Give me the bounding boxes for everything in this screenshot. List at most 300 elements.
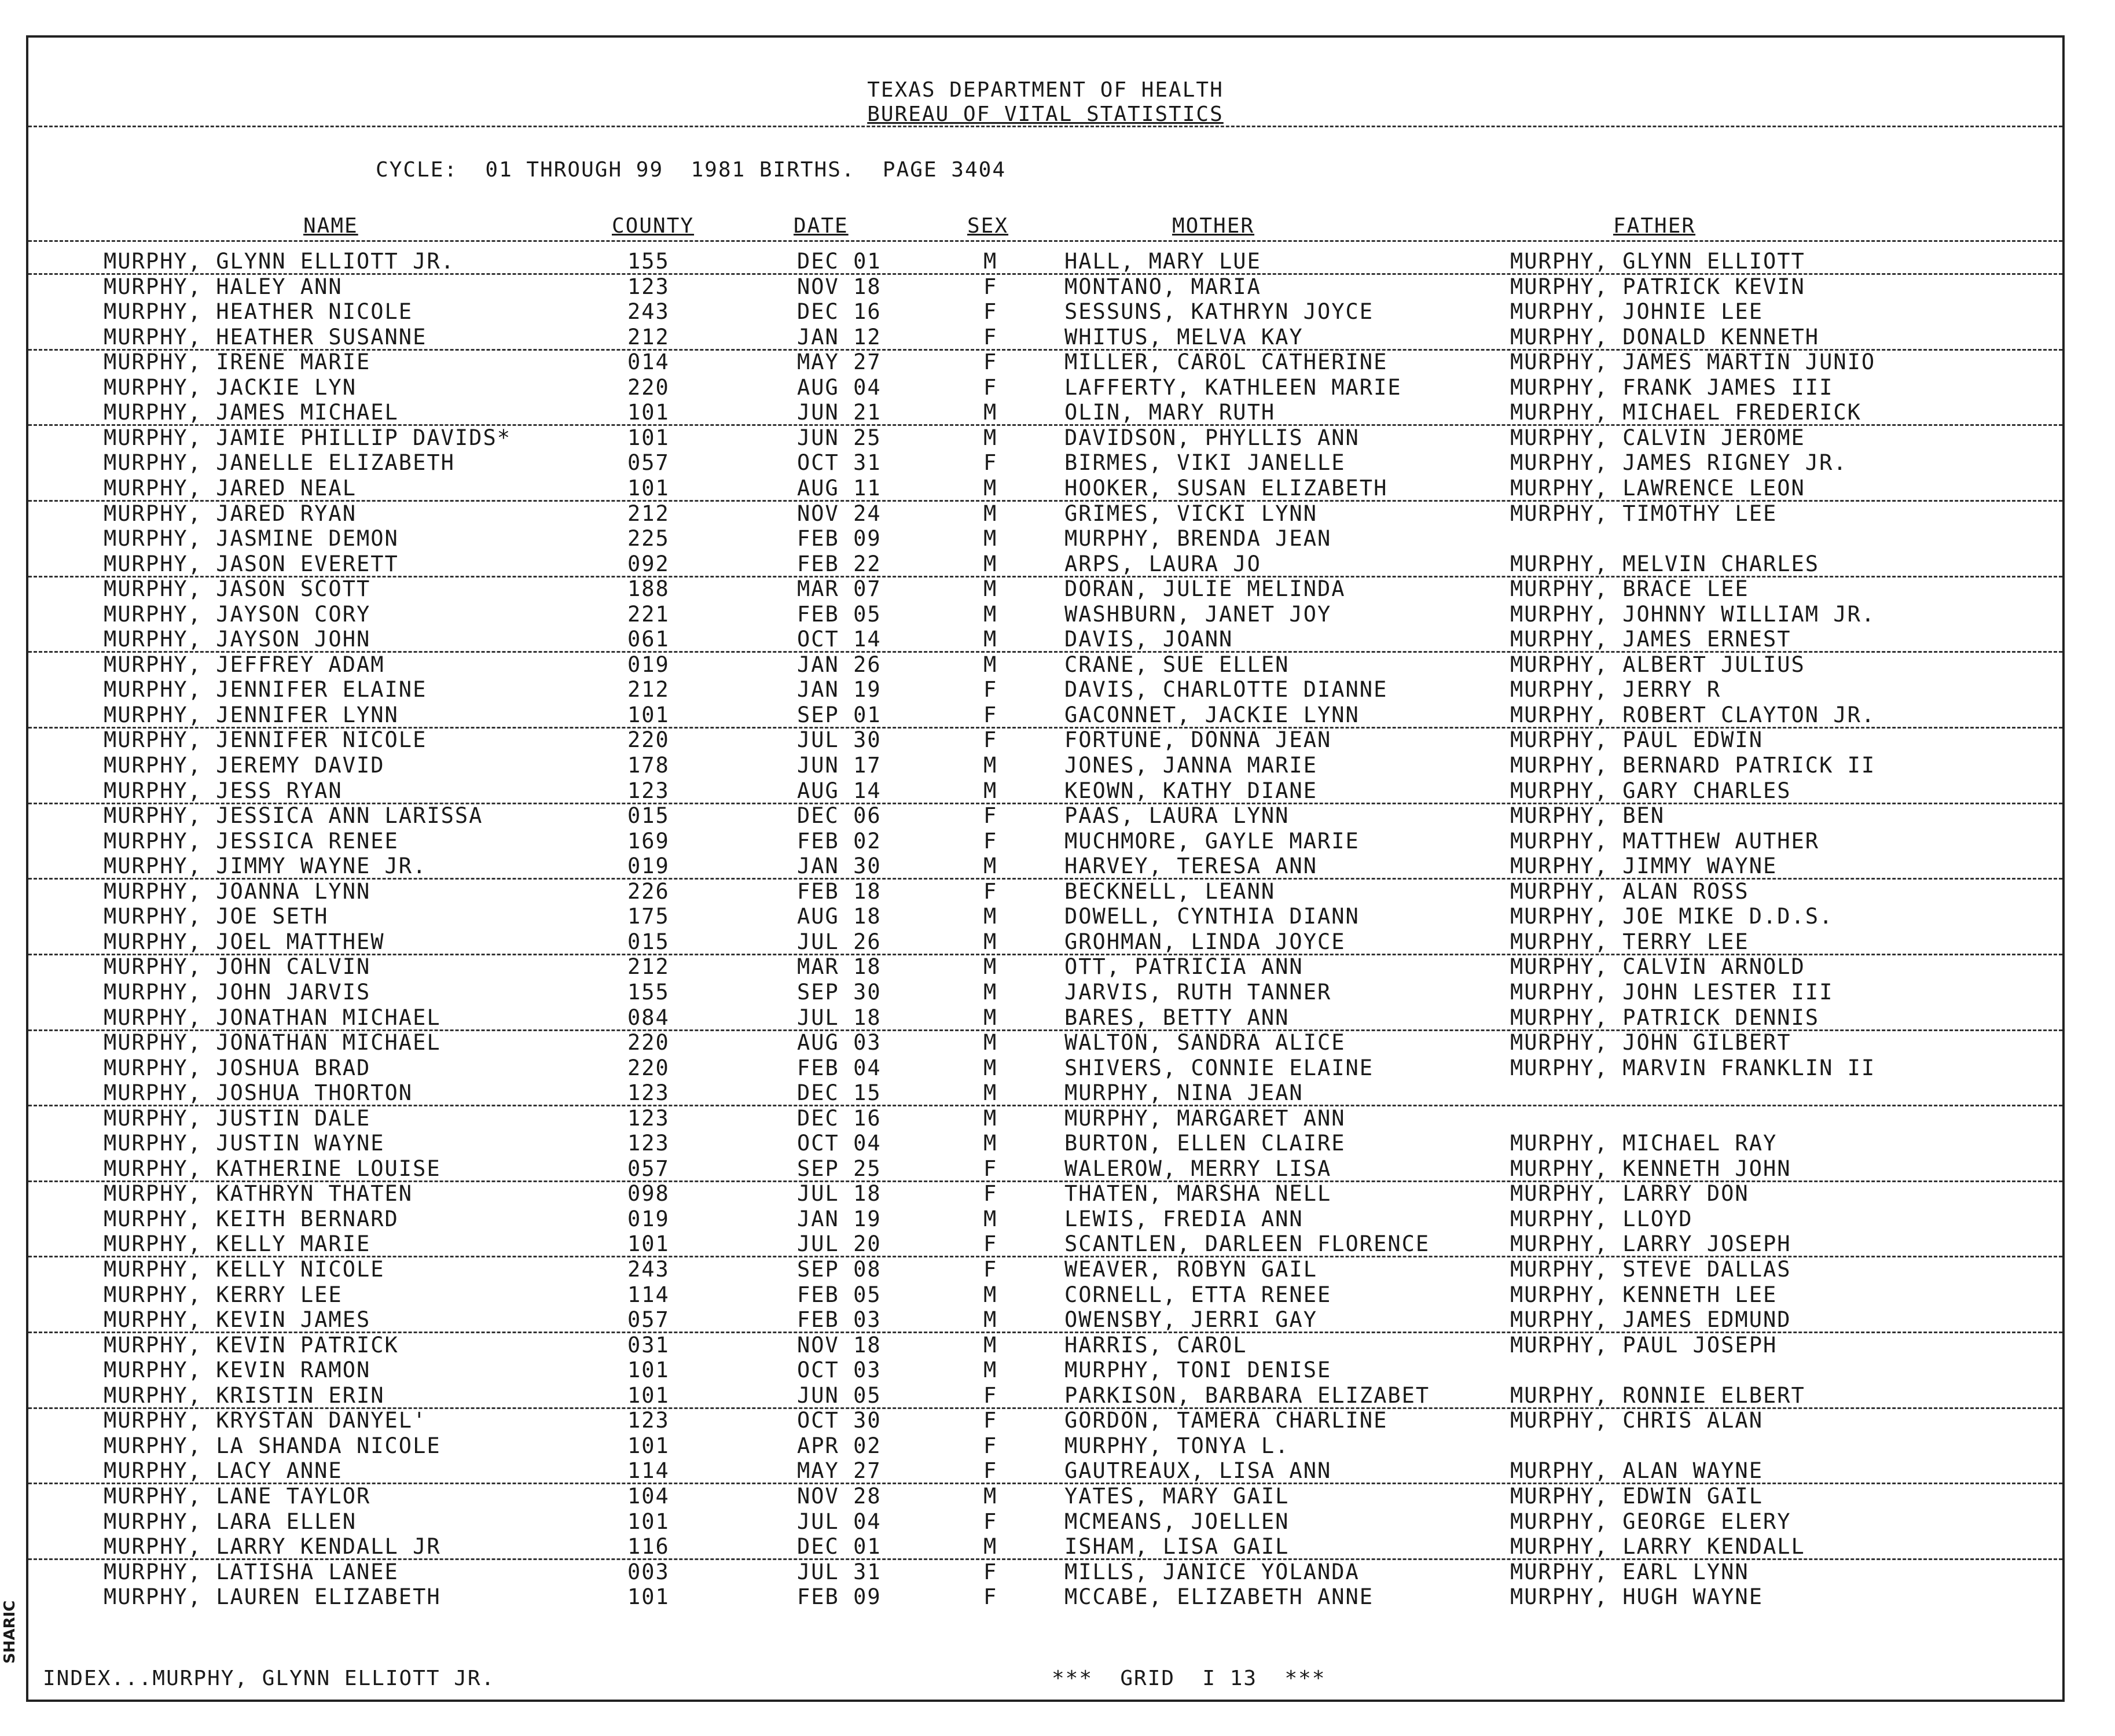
table-row bbox=[28, 929, 2062, 954]
cell-county: 015 bbox=[627, 929, 670, 954]
cell-mother: HARRIS, CAROL bbox=[1064, 1332, 1247, 1358]
cell-date: NOV 24 bbox=[797, 501, 882, 526]
cell-name: MURPHY, JUSTIN WAYNE bbox=[104, 1131, 385, 1156]
cell-date: JUN 21 bbox=[797, 400, 882, 425]
cell-name: MURPHY, HEATHER SUSANNE bbox=[104, 324, 427, 350]
cell-father: MURPHY, ALBERT JULIUS bbox=[1510, 652, 1805, 677]
cell-date: MAY 27 bbox=[797, 350, 882, 375]
cell-name: MURPHY, JEREMY DAVID bbox=[104, 753, 385, 778]
table-row bbox=[28, 400, 2062, 425]
cell-father: MURPHY, JAMES RIGNEY JR. bbox=[1510, 450, 1848, 476]
cell-mother: WEAVER, ROBYN GAIL bbox=[1064, 1257, 1317, 1282]
table-row bbox=[28, 501, 2062, 526]
cell-sex: M bbox=[983, 954, 998, 980]
cell-sex: M bbox=[983, 929, 998, 954]
cell-name: MURPHY, HALEY ANN bbox=[104, 274, 343, 299]
cell-date: AUG 14 bbox=[797, 778, 882, 803]
column-header-county: COUNTY bbox=[612, 214, 695, 238]
cell-date: FEB 22 bbox=[797, 551, 882, 576]
cell-county: 220 bbox=[627, 374, 670, 400]
table-row bbox=[28, 727, 2062, 752]
table-row bbox=[28, 1106, 2062, 1131]
cell-date: APR 02 bbox=[797, 1433, 882, 1458]
cell-date: JAN 19 bbox=[797, 1206, 882, 1231]
cell-father: MURPHY, CALVIN ARNOLD bbox=[1510, 954, 1805, 980]
cell-father: MURPHY, ALAN ROSS bbox=[1510, 878, 1749, 904]
cell-county: 221 bbox=[627, 601, 670, 627]
cell-father: MURPHY, RONNIE ELBERT bbox=[1510, 1382, 1805, 1408]
cell-mother: CORNELL, ETTA RENEE bbox=[1064, 1282, 1332, 1307]
table-row bbox=[28, 954, 2062, 979]
cell-name: MURPHY, JENNIFER ELAINE bbox=[104, 677, 427, 703]
cell-name: MURPHY, JARED NEAL bbox=[104, 475, 357, 501]
cell-name: MURPHY, LACY ANNE bbox=[104, 1458, 343, 1484]
cell-sex: F bbox=[983, 1257, 998, 1282]
cell-county: 175 bbox=[627, 904, 670, 929]
cell-father: MURPHY, PAUL JOSEPH bbox=[1510, 1332, 1778, 1358]
cell-name: MURPHY, KRYSTAN DANYEL' bbox=[104, 1408, 427, 1433]
cell-mother: HALL, MARY LUE bbox=[1064, 249, 1261, 274]
cell-father: MURPHY, GARY CHARLES bbox=[1510, 778, 1791, 803]
cell-date: OCT 14 bbox=[797, 627, 882, 652]
cell-mother: JARVIS, RUTH TANNER bbox=[1064, 979, 1332, 1005]
cell-county: 243 bbox=[627, 299, 670, 325]
table-row bbox=[28, 1156, 2062, 1181]
cell-father: MURPHY, DONALD KENNETH bbox=[1510, 324, 1820, 350]
cell-sex: F bbox=[983, 1584, 998, 1610]
column-header-rule bbox=[28, 240, 2062, 242]
cell-name: MURPHY, LARRY KENDALL JR bbox=[104, 1534, 441, 1560]
cell-date: OCT 31 bbox=[797, 450, 882, 476]
table-row bbox=[28, 652, 2062, 677]
cell-sex: F bbox=[983, 803, 998, 829]
cell-date: OCT 30 bbox=[797, 1408, 882, 1433]
table-row bbox=[28, 1383, 2062, 1408]
table-row bbox=[28, 350, 2062, 374]
cell-county: 243 bbox=[627, 1257, 670, 1282]
cell-name: MURPHY, KRISTIN ERIN bbox=[104, 1382, 385, 1408]
table-row bbox=[28, 325, 2062, 350]
cell-name: MURPHY, JOE SETH bbox=[104, 904, 329, 929]
cell-name: MURPHY, JAMES MICHAEL bbox=[104, 400, 399, 425]
cell-sex: M bbox=[983, 501, 998, 526]
cell-county: 114 bbox=[627, 1458, 670, 1484]
cell-date: JAN 19 bbox=[797, 677, 882, 703]
column-header-father: FATHER bbox=[1613, 214, 1696, 238]
side-label: SHARIC bbox=[1, 1600, 19, 1664]
cell-mother: SESSUNS, KATHRYN JOYCE bbox=[1064, 299, 1374, 325]
column-header-sex: SEX bbox=[967, 214, 1009, 238]
cell-date: JUN 05 bbox=[797, 1382, 882, 1408]
footer-index: INDEX...MURPHY, GLYNN ELLIOTT JR. bbox=[43, 1667, 495, 1690]
cell-county: 155 bbox=[627, 979, 670, 1005]
cell-name: MURPHY, JOSHUA THORTON bbox=[104, 1080, 413, 1106]
table-row bbox=[28, 1030, 2062, 1055]
cell-father: MURPHY, EDWIN GAIL bbox=[1510, 1483, 1763, 1509]
cell-sex: F bbox=[983, 727, 998, 753]
cell-name: MURPHY, KATHERINE LOUISE bbox=[104, 1156, 441, 1181]
cell-date: AUG 04 bbox=[797, 374, 882, 400]
cell-sex: F bbox=[983, 374, 998, 400]
cell-mother: MURPHY, TONYA L. bbox=[1064, 1433, 1290, 1458]
cell-mother: GRIMES, VICKI LYNN bbox=[1064, 501, 1317, 526]
table-row bbox=[28, 854, 2062, 878]
cell-mother: JONES, JANNA MARIE bbox=[1064, 753, 1317, 778]
cell-sex: M bbox=[983, 475, 998, 501]
cell-county: 123 bbox=[627, 1131, 670, 1156]
cell-father: MURPHY, JOHNNY WILLIAM JR. bbox=[1510, 601, 1876, 627]
cell-mother: HOOKER, SUSAN ELIZABETH bbox=[1064, 475, 1388, 501]
cell-date: MAR 18 bbox=[797, 954, 882, 980]
cell-father: MURPHY, GLYNN ELLIOTT bbox=[1510, 249, 1805, 274]
cell-father: MURPHY, PAUL EDWIN bbox=[1510, 727, 1763, 753]
cell-county: 155 bbox=[627, 249, 670, 274]
cell-date: FEB 18 bbox=[797, 878, 882, 904]
cell-county: 101 bbox=[627, 1584, 670, 1610]
table-row bbox=[28, 1333, 2062, 1358]
cell-mother: BECKNELL, LEANN bbox=[1064, 878, 1276, 904]
cell-date: SEP 01 bbox=[797, 702, 882, 727]
cell-father: MURPHY, MICHAEL RAY bbox=[1510, 1131, 1778, 1156]
cell-father: MURPHY, MELVIN CHARLES bbox=[1510, 551, 1820, 576]
cell-mother: SCANTLEN, DARLEEN FLORENCE bbox=[1064, 1231, 1430, 1257]
cell-name: MURPHY, LATISHA LANEE bbox=[104, 1559, 399, 1584]
cell-date: AUG 18 bbox=[797, 904, 882, 929]
cell-father: MURPHY, GEORGE ELERY bbox=[1510, 1509, 1791, 1534]
cell-name: MURPHY, LANE TAYLOR bbox=[104, 1483, 371, 1509]
cell-sex: F bbox=[983, 702, 998, 727]
cell-sex: F bbox=[983, 1559, 998, 1584]
cell-father: MURPHY, JAMES EDMUND bbox=[1510, 1307, 1791, 1333]
cell-date: SEP 30 bbox=[797, 979, 882, 1005]
cell-sex: M bbox=[983, 753, 998, 778]
cell-county: 123 bbox=[627, 778, 670, 803]
cell-sex: F bbox=[983, 1458, 998, 1484]
cell-sex: M bbox=[983, 1080, 998, 1106]
cell-mother: BURTON, ELLEN CLAIRE bbox=[1064, 1131, 1346, 1156]
cell-father: MURPHY, HUGH WAYNE bbox=[1510, 1584, 1763, 1610]
document-frame bbox=[26, 35, 2065, 1702]
cell-sex: M bbox=[983, 551, 998, 576]
cell-mother: MURPHY, BRENDA JEAN bbox=[1064, 526, 1332, 551]
cell-county: 123 bbox=[627, 1105, 670, 1131]
table-row bbox=[28, 904, 2062, 929]
cell-sex: M bbox=[983, 576, 998, 602]
cell-name: MURPHY, JENNIFER NICOLE bbox=[104, 727, 427, 753]
cell-county: 212 bbox=[627, 324, 670, 350]
cell-father: MURPHY, JOHN LESTER III bbox=[1510, 979, 1834, 1005]
cell-name: MURPHY, KEVIN PATRICK bbox=[104, 1332, 399, 1358]
cell-date: FEB 09 bbox=[797, 1584, 882, 1610]
table-row bbox=[28, 1358, 2062, 1382]
table-row bbox=[28, 1534, 2062, 1559]
cell-sex: M bbox=[983, 778, 998, 803]
cell-sex: M bbox=[983, 854, 998, 879]
table-row bbox=[28, 980, 2062, 1005]
header-bureau: BUREAU OF VITAL STATISTICS bbox=[867, 102, 1224, 126]
cell-county: 101 bbox=[627, 1509, 670, 1534]
table-row bbox=[28, 249, 2062, 274]
cell-county: 101 bbox=[627, 425, 670, 450]
table-row bbox=[28, 274, 2062, 299]
cell-name: MURPHY, JAYSON CORY bbox=[104, 601, 371, 627]
cell-county: 101 bbox=[627, 400, 670, 425]
cell-county: 169 bbox=[627, 828, 670, 854]
cell-date: DEC 06 bbox=[797, 803, 882, 829]
cell-sex: F bbox=[983, 450, 998, 476]
cell-name: MURPHY, JAYSON JOHN bbox=[104, 627, 371, 652]
cell-county: 031 bbox=[627, 1332, 670, 1358]
table-row bbox=[28, 576, 2062, 601]
cell-date: JUN 17 bbox=[797, 753, 882, 778]
table-row bbox=[28, 1458, 2062, 1483]
table-row bbox=[28, 425, 2062, 450]
cell-date: AUG 11 bbox=[797, 475, 882, 501]
cell-father: MURPHY, LARRY JOSEPH bbox=[1510, 1231, 1791, 1257]
cell-father: MURPHY, MATTHEW AUTHER bbox=[1510, 828, 1820, 854]
cycle-line: CYCLE: 01 THROUGH 99 1981 BIRTHS. PAGE 3404 bbox=[376, 158, 1006, 182]
cell-father: MURPHY, LAWRENCE LEON bbox=[1510, 475, 1805, 501]
cell-mother: DOWELL, CYNTHIA DIANN bbox=[1064, 904, 1360, 929]
cell-date: FEB 02 bbox=[797, 828, 882, 854]
cell-father: MURPHY, BRACE LEE bbox=[1510, 576, 1749, 602]
cell-name: MURPHY, JOEL MATTHEW bbox=[104, 929, 385, 954]
cell-county: 212 bbox=[627, 501, 670, 526]
cell-mother: BARES, BETTY ANN bbox=[1064, 1005, 1290, 1030]
cell-name: MURPHY, KEITH BERNARD bbox=[104, 1206, 399, 1231]
cell-father: MURPHY, STEVE DALLAS bbox=[1510, 1257, 1791, 1282]
cell-mother: PAAS, LAURA LYNN bbox=[1064, 803, 1290, 829]
cell-date: JUN 25 bbox=[797, 425, 882, 450]
cell-sex: F bbox=[983, 350, 998, 375]
cell-sex: M bbox=[983, 601, 998, 627]
cell-date: SEP 08 bbox=[797, 1257, 882, 1282]
cell-father: MURPHY, JOHN GILBERT bbox=[1510, 1030, 1791, 1055]
cell-mother: THATEN, MARSHA NELL bbox=[1064, 1181, 1332, 1207]
cell-father: MURPHY, JAMES ERNEST bbox=[1510, 627, 1791, 652]
cell-sex: M bbox=[983, 1105, 998, 1131]
table-row bbox=[28, 1131, 2062, 1156]
cell-mother: DAVIS, JOANN bbox=[1064, 627, 1233, 652]
cell-mother: LAFFERTY, KATHLEEN MARIE bbox=[1064, 374, 1402, 400]
cell-name: MURPHY, JIMMY WAYNE JR. bbox=[104, 854, 427, 879]
cell-mother: GACONNET, JACKIE LYNN bbox=[1064, 702, 1360, 727]
cell-name: MURPHY, JONATHAN MICHAEL bbox=[104, 1030, 441, 1055]
cell-county: 101 bbox=[627, 702, 670, 727]
cell-sex: M bbox=[983, 1483, 998, 1509]
cell-sex: F bbox=[983, 1433, 998, 1458]
cell-county: 123 bbox=[627, 1080, 670, 1106]
cell-mother: KEOWN, KATHY DIANE bbox=[1064, 778, 1317, 803]
cell-date: JUL 26 bbox=[797, 929, 882, 954]
cell-mother: WHITUS, MELVA KAY bbox=[1064, 324, 1303, 350]
cell-sex: F bbox=[983, 828, 998, 854]
cell-name: MURPHY, JOHN JARVIS bbox=[104, 979, 371, 1005]
header-department: TEXAS DEPARTMENT OF HEALTH bbox=[867, 78, 1224, 102]
cell-mother: OTT, PATRICIA ANN bbox=[1064, 954, 1303, 980]
cell-mother: PARKISON, BARBARA ELIZABET bbox=[1064, 1382, 1430, 1408]
cell-sex: M bbox=[983, 1206, 998, 1231]
cell-county: 114 bbox=[627, 1282, 670, 1307]
cell-father: MURPHY, ROBERT CLAYTON JR. bbox=[1510, 702, 1876, 727]
table-row bbox=[28, 1584, 2062, 1609]
cell-mother: OWENSBY, JERRI GAY bbox=[1064, 1307, 1317, 1333]
cell-date: AUG 03 bbox=[797, 1030, 882, 1055]
cell-date: NOV 28 bbox=[797, 1483, 882, 1509]
cell-mother: ARPS, LAURA JO bbox=[1064, 551, 1261, 576]
cell-date: JUL 20 bbox=[797, 1231, 882, 1257]
cell-sex: F bbox=[983, 1408, 998, 1433]
cell-name: MURPHY, JESSICA ANN LARISSA bbox=[104, 803, 483, 829]
cell-mother: BIRMES, VIKI JANELLE bbox=[1064, 450, 1346, 476]
cell-name: MURPHY, LA SHANDA NICOLE bbox=[104, 1433, 441, 1458]
cell-sex: M bbox=[983, 1534, 998, 1560]
cell-name: MURPHY, JEFFREY ADAM bbox=[104, 652, 385, 677]
cell-date: JAN 26 bbox=[797, 652, 882, 677]
cell-mother: SHIVERS, CONNIE ELAINE bbox=[1064, 1055, 1374, 1080]
cell-sex: F bbox=[983, 299, 998, 325]
cell-name: MURPHY, JUSTIN DALE bbox=[104, 1105, 371, 1131]
cell-county: 212 bbox=[627, 677, 670, 703]
cell-father: MURPHY, KENNETH LEE bbox=[1510, 1282, 1778, 1307]
cell-county: 101 bbox=[627, 1358, 670, 1383]
table-row bbox=[28, 803, 2062, 828]
cell-father: MURPHY, MARVIN FRANKLIN II bbox=[1510, 1055, 1876, 1080]
cell-sex: M bbox=[983, 1055, 998, 1080]
table-row bbox=[28, 627, 2062, 652]
table-row bbox=[28, 879, 2062, 904]
cell-date: JUL 04 bbox=[797, 1509, 882, 1534]
cell-date: DEC 15 bbox=[797, 1080, 882, 1106]
table-row bbox=[28, 778, 2062, 803]
table-row bbox=[28, 299, 2062, 324]
cell-name: MURPHY, GLYNN ELLIOTT JR. bbox=[104, 249, 455, 274]
cell-county: 003 bbox=[627, 1559, 670, 1584]
cell-date: FEB 05 bbox=[797, 601, 882, 627]
cell-father: MURPHY, PATRICK DENNIS bbox=[1510, 1005, 1820, 1030]
cell-name: MURPHY, JASON SCOTT bbox=[104, 576, 371, 602]
cell-date: JUL 30 bbox=[797, 727, 882, 753]
column-header-name: NAME bbox=[303, 214, 358, 238]
table-row bbox=[28, 829, 2062, 854]
cell-name: MURPHY, JASON EVERETT bbox=[104, 551, 399, 576]
cell-father: MURPHY, JERRY R bbox=[1510, 677, 1721, 703]
cell-father: MURPHY, LLOYD bbox=[1510, 1206, 1693, 1231]
cell-sex: F bbox=[983, 1231, 998, 1257]
cell-name: MURPHY, KEVIN JAMES bbox=[104, 1307, 371, 1333]
cell-sex: F bbox=[983, 1509, 998, 1534]
cell-mother: YATES, MARY GAIL bbox=[1064, 1483, 1290, 1509]
cell-mother: HARVEY, TERESA ANN bbox=[1064, 854, 1317, 879]
table-row bbox=[28, 1282, 2062, 1307]
cell-father: MURPHY, JIMMY WAYNE bbox=[1510, 854, 1778, 879]
cell-date: OCT 04 bbox=[797, 1131, 882, 1156]
cell-father: MURPHY, MICHAEL FREDERICK bbox=[1510, 400, 1861, 425]
cell-county: 104 bbox=[627, 1483, 670, 1509]
cell-sex: F bbox=[983, 878, 998, 904]
cell-name: MURPHY, HEATHER NICOLE bbox=[104, 299, 413, 325]
cell-name: MURPHY, JOANNA LYNN bbox=[104, 878, 371, 904]
cell-mother: MCMEANS, JOELLEN bbox=[1064, 1509, 1290, 1534]
cell-mother: MUCHMORE, GAYLE MARIE bbox=[1064, 828, 1360, 854]
cell-name: MURPHY, KELLY NICOLE bbox=[104, 1257, 385, 1282]
cell-date: JUL 18 bbox=[797, 1181, 882, 1207]
cell-county: 101 bbox=[627, 1231, 670, 1257]
cell-county: 123 bbox=[627, 274, 670, 299]
cell-county: 015 bbox=[627, 803, 670, 829]
cell-county: 116 bbox=[627, 1534, 670, 1560]
cell-name: MURPHY, JENNIFER LYNN bbox=[104, 702, 399, 727]
cell-name: MURPHY, JASMINE DEMON bbox=[104, 526, 399, 551]
cell-county: 014 bbox=[627, 350, 670, 375]
cell-name: MURPHY, JESS RYAN bbox=[104, 778, 343, 803]
cell-sex: M bbox=[983, 249, 998, 274]
table-row bbox=[28, 703, 2062, 727]
table-row bbox=[28, 1257, 2062, 1282]
cell-sex: F bbox=[983, 324, 998, 350]
cell-father: MURPHY, BERNARD PATRICK II bbox=[1510, 753, 1876, 778]
cell-county: 019 bbox=[627, 1206, 670, 1231]
cell-mother: LEWIS, FREDIA ANN bbox=[1064, 1206, 1303, 1231]
cell-county: 061 bbox=[627, 627, 670, 652]
cell-county: 220 bbox=[627, 1030, 670, 1055]
footer-grid: *** GRID I 13 *** bbox=[1052, 1667, 1326, 1690]
cell-father: MURPHY, LARRY KENDALL bbox=[1510, 1534, 1805, 1560]
cell-date: DEC 16 bbox=[797, 299, 882, 325]
table-row bbox=[28, 1005, 2062, 1030]
table-row bbox=[28, 1307, 2062, 1332]
cell-date: FEB 05 bbox=[797, 1282, 882, 1307]
cell-father: MURPHY, LARRY DON bbox=[1510, 1181, 1749, 1207]
cell-mother: MONTANO, MARIA bbox=[1064, 274, 1261, 299]
table-row bbox=[28, 450, 2062, 475]
cell-father: MURPHY, EARL LYNN bbox=[1510, 1559, 1749, 1584]
cell-mother: WASHBURN, JANET JOY bbox=[1064, 601, 1332, 627]
cell-sex: F bbox=[983, 1156, 998, 1181]
cell-county: 057 bbox=[627, 1156, 670, 1181]
cell-county: 084 bbox=[627, 1005, 670, 1030]
cell-mother: MILLS, JANICE YOLANDA bbox=[1064, 1559, 1360, 1584]
cell-sex: M bbox=[983, 1282, 998, 1307]
cell-name: MURPHY, LARA ELLEN bbox=[104, 1509, 357, 1534]
cell-sex: M bbox=[983, 627, 998, 652]
cell-sex: F bbox=[983, 1382, 998, 1408]
cell-father: MURPHY, CALVIN JEROME bbox=[1510, 425, 1805, 450]
cell-mother: MILLER, CAROL CATHERINE bbox=[1064, 350, 1388, 375]
cell-father: MURPHY, TERRY LEE bbox=[1510, 929, 1749, 954]
cell-county: 212 bbox=[627, 954, 670, 980]
cell-father: MURPHY, TIMOTHY LEE bbox=[1510, 501, 1778, 526]
cell-mother: DAVIDSON, PHYLLIS ANN bbox=[1064, 425, 1360, 450]
cell-date: MAR 07 bbox=[797, 576, 882, 602]
cell-county: 057 bbox=[627, 1307, 670, 1333]
cell-county: 019 bbox=[627, 652, 670, 677]
table-row bbox=[28, 1408, 2062, 1433]
cell-mother: ISHAM, LISA GAIL bbox=[1064, 1534, 1290, 1560]
cell-date: NOV 18 bbox=[797, 1332, 882, 1358]
cell-name: MURPHY, JAMIE PHILLIP DAVIDS* bbox=[104, 425, 512, 450]
cell-name: MURPHY, KEVIN RAMON bbox=[104, 1358, 371, 1383]
cell-county: 178 bbox=[627, 753, 670, 778]
cell-date: MAY 27 bbox=[797, 1458, 882, 1484]
cell-mother: MURPHY, NINA JEAN bbox=[1064, 1080, 1303, 1106]
cell-mother: WALEROW, MERRY LISA bbox=[1064, 1156, 1332, 1181]
cell-sex: M bbox=[983, 904, 998, 929]
cell-name: MURPHY, JOHN CALVIN bbox=[104, 954, 371, 980]
cell-county: 123 bbox=[627, 1408, 670, 1433]
cell-sex: M bbox=[983, 1307, 998, 1333]
table-row bbox=[28, 1231, 2062, 1256]
